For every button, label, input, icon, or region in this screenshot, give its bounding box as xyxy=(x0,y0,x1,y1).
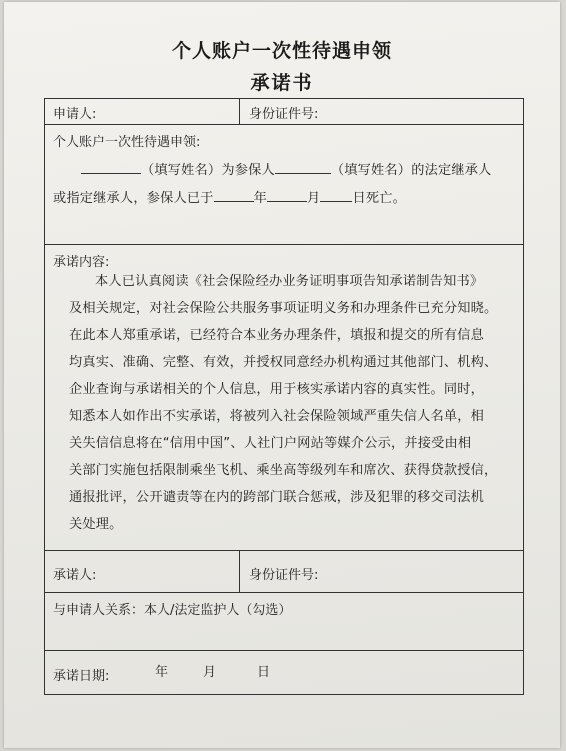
promise-line: 企业查询与承诺相关的个人信息，用于核实承诺内容的真实性。同时， xyxy=(69,382,485,397)
claim-line-2 xyxy=(53,187,406,206)
promise-line: 及相关规定，对社会保险公共服务事项证明义务和办理条件已充分知晓。 xyxy=(69,301,498,316)
fill-name-text-1: （填写姓名）为参保人 xyxy=(141,163,275,178)
promise-date-label: 承诺日期: xyxy=(53,669,110,684)
promiser-row xyxy=(45,551,523,593)
date-month-char: 月 xyxy=(203,665,217,680)
page-subtitle: 承诺书 xyxy=(250,72,314,94)
applicant-row-divider xyxy=(239,99,240,124)
promise-line: 在此本人郑重承诺，已经符合本业务办理条件，填报和提交的所有信息 xyxy=(69,328,485,343)
date-year-char: 年 xyxy=(155,665,169,680)
promiser-id-label: 身份证件号: xyxy=(249,568,319,583)
promise-line: 关失信信息将在“信用中国”、人社门户网站等媒介公示，并接受由相 xyxy=(69,436,472,451)
applicant-label: 申请人: xyxy=(53,107,97,122)
promise-line: 知悉本人如作出不实承诺，将被列入社会保险领域严重失信人名单，相 xyxy=(69,409,485,424)
promise-line: 关处理。 xyxy=(69,517,123,532)
promise-heading: 承诺内容: xyxy=(53,255,110,270)
promise-line: 关部门实施包括限制乘坐飞机、乘坐高等级列车和席次、获得贷款授信， xyxy=(69,463,498,478)
promise-section xyxy=(45,245,523,551)
month-char: 月 xyxy=(307,191,321,206)
date-row xyxy=(45,651,523,696)
year-char: 年 xyxy=(253,191,268,206)
deceased-name-blank[interactable] xyxy=(81,160,141,174)
claim-line-1 xyxy=(81,159,492,178)
relation-label[interactable]: 与申请人关系：本人/法定监护人（勾选） xyxy=(53,603,292,618)
promise-line: 通报批评，公开谴责等在内的跨部门联合惩戒，涉及犯罪的移交司法机 xyxy=(69,490,485,505)
promise-line: 本人已认真阅读《社会保险经办业务证明事项告知承诺制告知书》 xyxy=(95,274,484,289)
death-year-blank[interactable] xyxy=(214,188,254,202)
claim-section xyxy=(45,125,523,245)
fill-name-text-2: （填写姓名）的法定继承人 xyxy=(330,163,492,178)
promiser-row-divider xyxy=(239,551,240,592)
applicant-row xyxy=(45,99,523,125)
claim-line2-prefix: 或指定继承人，参保人已于 xyxy=(53,191,214,206)
death-month-blank[interactable] xyxy=(267,188,307,202)
promiser-label: 承诺人: xyxy=(53,568,97,583)
page-title: 个人账户一次性待遇申领 xyxy=(171,40,392,62)
form-paper xyxy=(4,2,560,748)
claim-heading: 个人账户一次性待遇申领: xyxy=(53,135,201,150)
date-day-char: 日 xyxy=(257,665,271,680)
relation-row xyxy=(45,593,523,651)
heir-name-blank[interactable] xyxy=(275,160,331,174)
form-table xyxy=(44,98,524,695)
day-suffix: 日死亡。 xyxy=(352,191,406,206)
applicant-id-label: 身份证件号: xyxy=(249,107,319,122)
promise-line: 均真实、准确、完整、有效，并授权同意经办机构通过其他部门、机构、 xyxy=(69,355,498,370)
death-day-blank[interactable] xyxy=(320,188,352,202)
